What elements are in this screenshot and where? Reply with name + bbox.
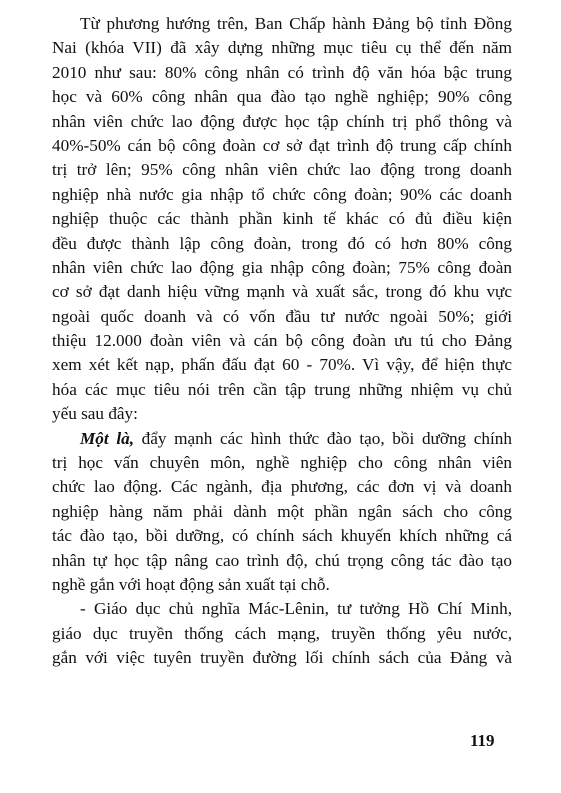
text-line: trị trở lên; 95% công nhân viên chức lao động trong doanh [52, 160, 512, 180]
page-number: 119 [470, 731, 495, 750]
text-line: xem xét kết nạp, phấn đấu đạt 60 - 70%. Vì vậy, để hiện thực [52, 355, 512, 375]
text-line: nghề gắn với hoạt động sản xuất tại chỗ. [52, 574, 330, 594]
text-line: giáo dục truyền thống cách mạng, truyền thống yêu nước, [52, 623, 512, 643]
text-line: học và 60% công nhân qua đào tạo nghề nghiệp; 90% công [52, 87, 512, 107]
text-line: nhân viên chức lao động được học tập chính trị phổ thông và [52, 111, 512, 131]
page-body [52, 12, 512, 671]
text-line: thiệu 12.000 đoàn viên và cán bộ công đoàn ưu tú cho Đảng [52, 331, 512, 351]
text-line: 2010 như sau: 80% công nhân có trình độ văn hóa bậc trung [52, 62, 512, 82]
text-line: Từ phương hướng trên, Ban Chấp hành Đảng bộ tỉnh Đồng [80, 14, 512, 33]
text-line: nhân tự học tập nâng cao trình độ, chú trọng công tác đào tạo [52, 550, 512, 570]
text-line: - Giáo dục chủ nghĩa Mác-Lênin, tư tưởng Hồ Chí Minh, [80, 599, 512, 619]
text-line: nhân viên chức lao động gia nhập công đoàn; 75% công đoàn [52, 257, 512, 277]
text-line [52, 427, 512, 451]
paragraph-education [52, 597, 512, 670]
text-line: 40%-50% cán bộ công đoàn cơ sở đạt trình độ trung cấp chính [52, 135, 512, 155]
text-line: gắn với việc tuyên truyền đường lối chính sách của Đảng và [52, 648, 512, 668]
text-line: yếu sau đây: [52, 404, 138, 424]
paragraph-task-one [52, 427, 512, 598]
text-line: Nai (khóa VII) đã xây dựng những mục tiêu cụ thể đến năm [52, 38, 512, 58]
text-line: cơ sở đạt danh hiệu vững mạnh và xuất sắc, trong đó khu vực [52, 282, 512, 302]
text-line: nghiệp thuộc các thành phần kinh tế khác có đủ điều kiện [52, 209, 512, 229]
text-line: ngoài quốc doanh và có vốn đầu tư nước ngoài 50%; giới [52, 306, 512, 326]
task-lead-rest: đẩy mạnh các hình thức đào tạo, bồi dưỡng chính [134, 428, 512, 448]
text-line: nghiệp hàng năm phải dành một phần ngân sách cho công [52, 501, 512, 521]
text-line: nghiệp nhà nước gia nhập tổ chức công đoàn; 90% các doanh [52, 184, 512, 204]
text-line: trị học vấn chuyên môn, nghề nghiệp cho công nhân viên [52, 453, 512, 473]
text-line: chức lao động. Các ngành, địa phương, các đơn vị và doanh [52, 477, 512, 497]
paragraph-goals [52, 12, 512, 427]
text-line: đều được thành lập công đoàn, trong đó có hơn 80% công [52, 233, 512, 253]
text-line: tác đào tạo, bồi dưỡng, có chính sách khuyến khích những cá [52, 526, 512, 546]
text-line: hóa các mục tiêu nói trên cần tập trung những nhiệm vụ chủ [52, 379, 512, 399]
task-lead: Một là, [80, 428, 134, 448]
